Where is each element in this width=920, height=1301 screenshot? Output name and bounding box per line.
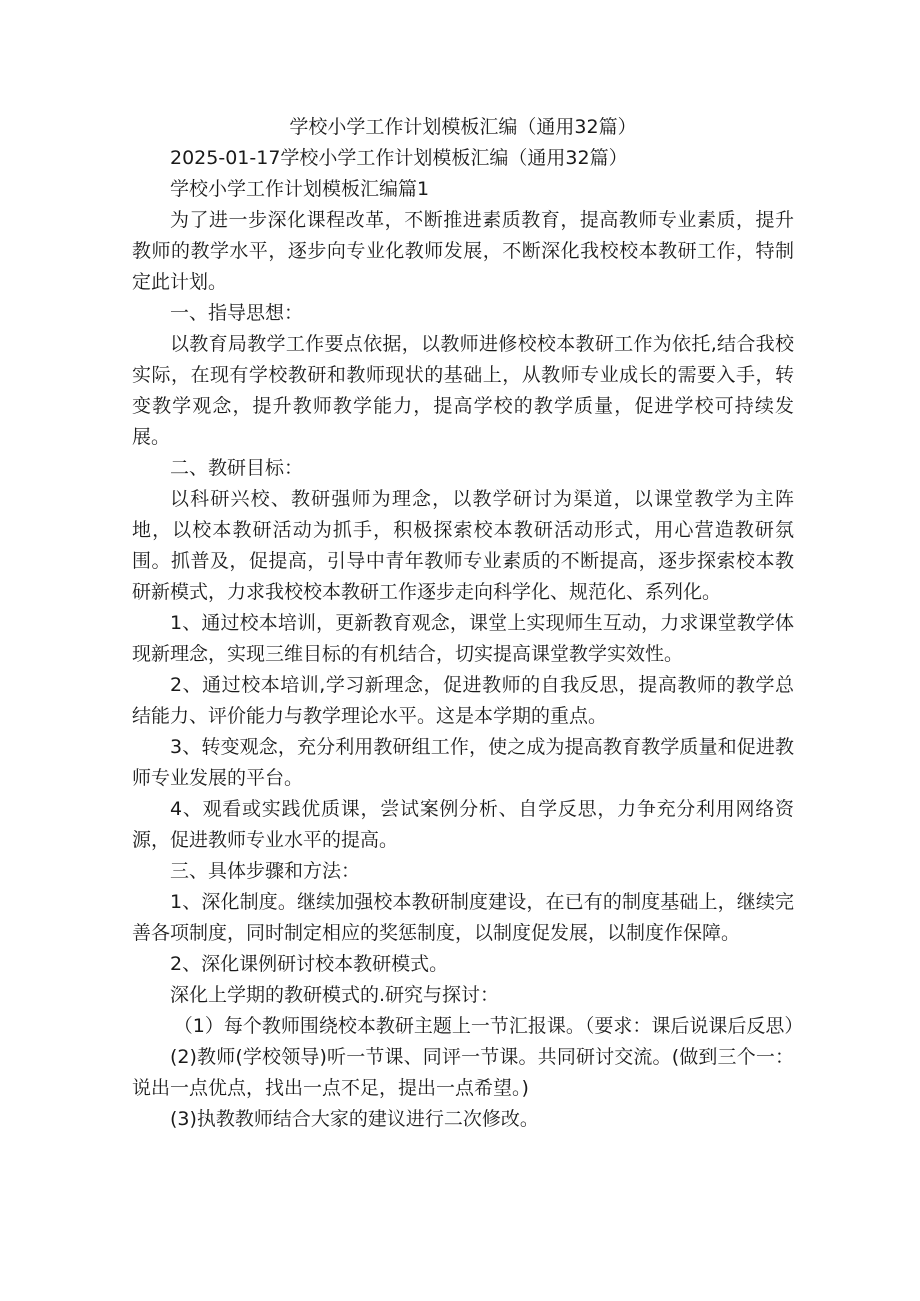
paragraph: 为了进一步深化课程改革，不断推进素质教育，提高教师专业素质，提升教师的教学水平，逐步向专业化教师发展，不断深化我校校本教研工作，特制定此计划。 [132, 209, 794, 293]
section-title: 学校小学工作计划模板汇编篇1 [170, 178, 430, 200]
list-item: 1、深化制度。继续加强校本教研制度建设，在已有的制度基础上，继续完善各项制度，同时制定相应的奖惩制度，以制度促发展，以制度作保障。 [132, 891, 794, 944]
dated-title: 2025-01-17学校小学工作计划模板汇编（通用32篇） [170, 147, 628, 169]
list-item: 4、观看或实践优质课，尝试案例分析、自学反思，力争充分利用网络资源，促进教师专业水平的提高。 [132, 798, 794, 851]
list-item: (3)执教教师结合大家的建议进行二次修改。 [170, 1108, 539, 1130]
list-item: 3、转变观念，充分利用教研组工作，使之成为提高教育教学质量和促进教师专业发展的平台。 [132, 736, 794, 789]
list-item: (2)教师(学校领导)听一节课、同评一节课。共同研讨交流。(做到三个一：说出一点优点，找出一点不足，提出一点希望。) [132, 1046, 794, 1099]
heading-guiding-ideology: 一、指导思想： [170, 302, 304, 324]
list-item: 1、通过校本培训，更新教育观念，课堂上实现师生互动，力求课堂教学体现新理念，实现三维目标的有机结合，切实提高课堂教学实效性。 [132, 612, 794, 665]
list-item: 2、通过校本培训,学习新理念，促进教师的自我反思，提高教师的教学总结能力、评价能力与教学理论水平。这是本学期的重点。 [132, 674, 794, 727]
list-item: （1）每个教师围绕校本教研主题上一节汇报课。（要求：课后说课后反思） [173, 1015, 804, 1037]
document-body [132, 112, 804, 1135]
heading-steps-methods: 三、具体步骤和方法： [170, 860, 361, 882]
document-title: 学校小学工作计划模板汇编（通用32篇） [289, 116, 637, 138]
list-item: 2、深化课例研讨校本教研模式。 [170, 953, 449, 975]
heading-research-goals: 二、教研目标： [170, 457, 304, 479]
paragraph: 以科研兴校、教研强师为理念，以教学研讨为渠道，以课堂教学为主阵地，以校本教研活动为抓手，积极探索校本教研活动形式，用心营造教研氛围。抓普及，促提高，引导中青年教师专业素质的不断提高，逐步探索校本教研新模式，力求我校校本教研工作逐步走向科学化、规范化、系列化。 [132, 488, 794, 603]
paragraph: 以教育局教学工作要点依据，以教师进修校校本教研工作为依托,结合我校实际，在现有学校教研和教师现状的基础上，从教师专业成长的需要入手，转变教学观念，提升教师教学能力，提高学校的教学质量，促进学校可持续发展。 [132, 333, 794, 448]
paragraph: 深化上学期的教研模式的.研究与探讨： [170, 984, 500, 1006]
